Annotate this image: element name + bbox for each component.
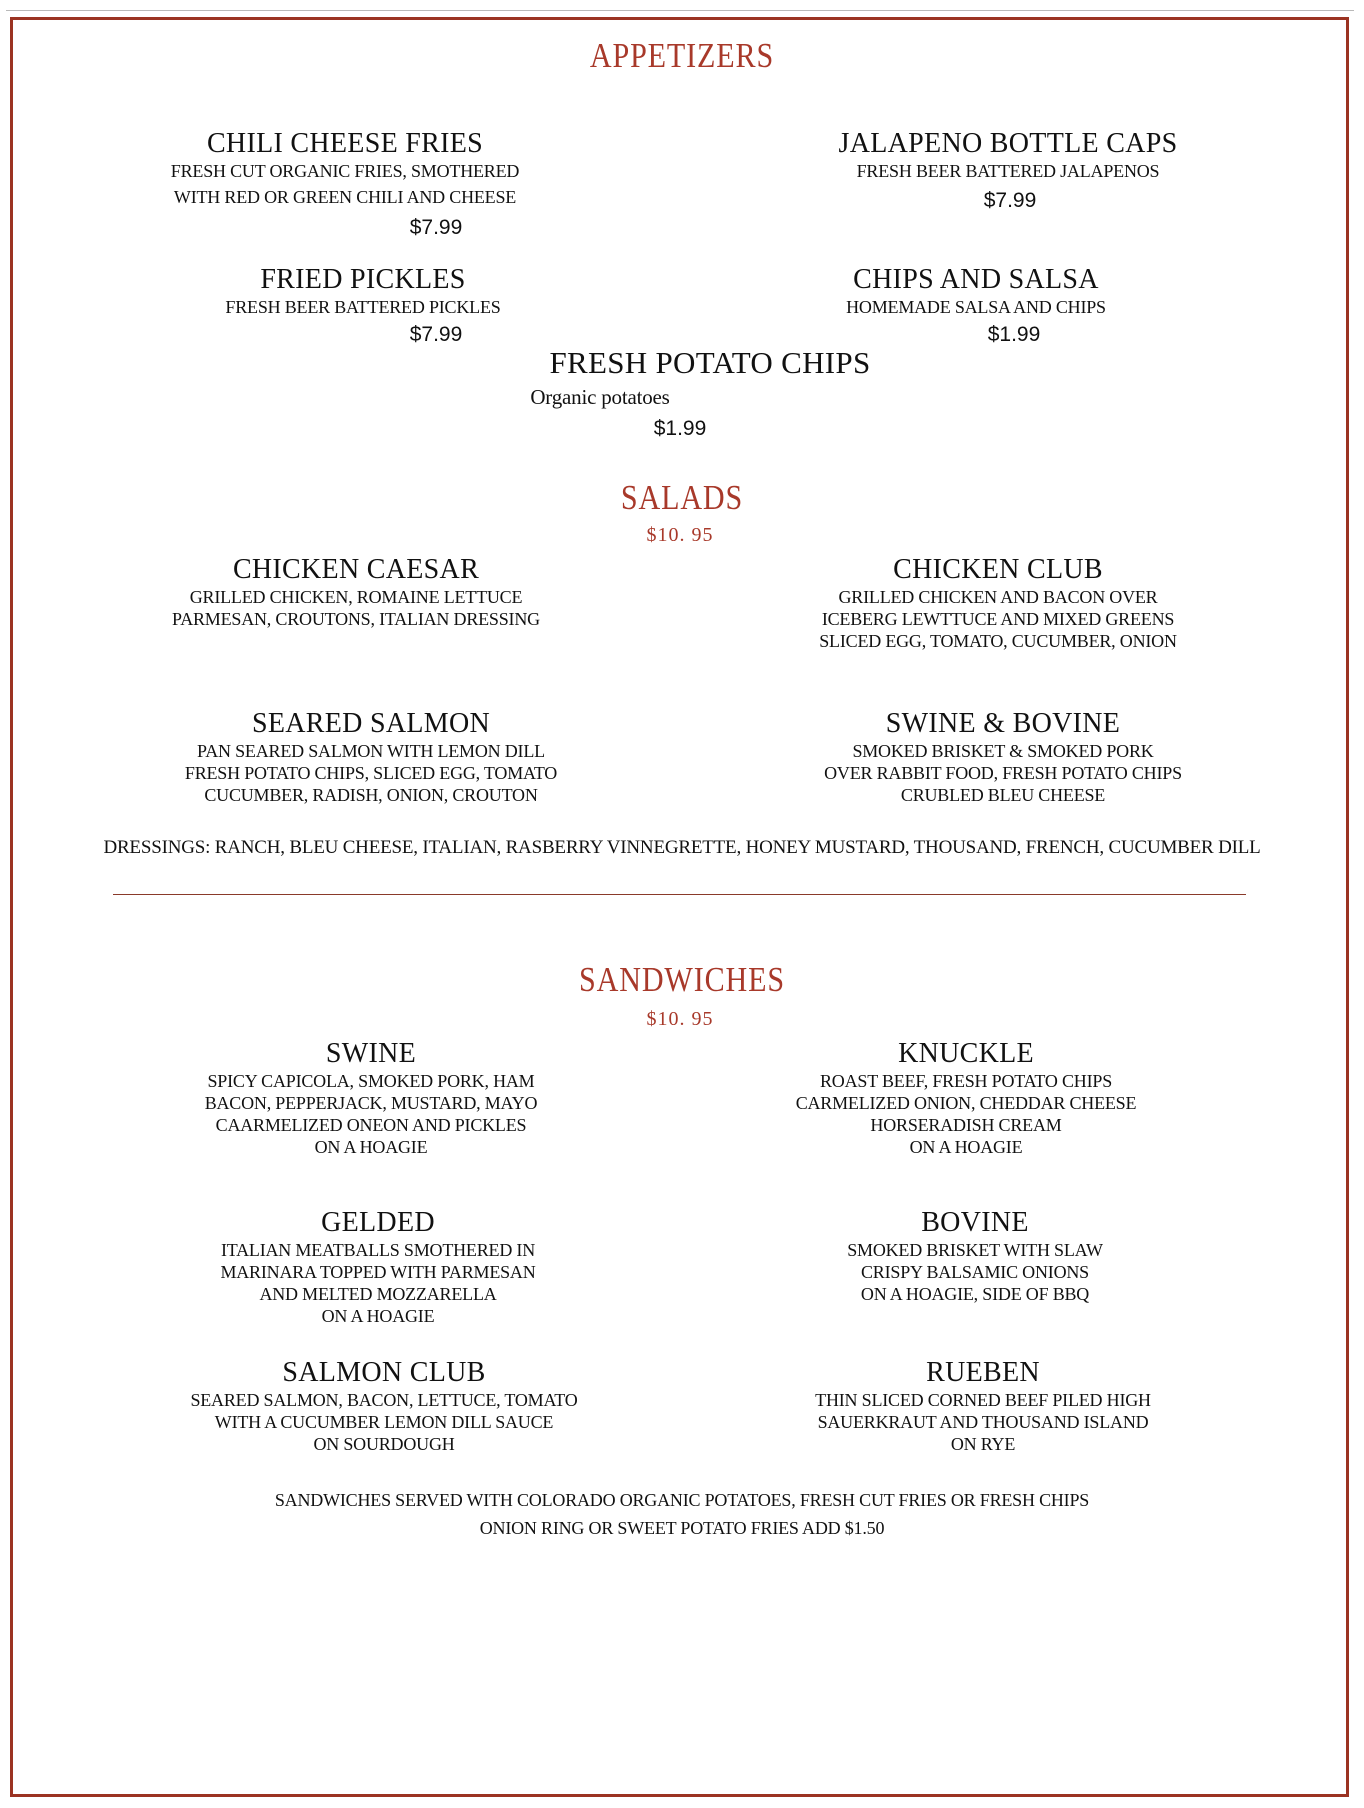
item-price: $1.99 [987,323,1041,346]
item-description: SMOKED BRISKET WITH SLAW CRISPY BALSAMIC ONIONS ON A HOAGIE, SIDE OF BBQ [847,1240,1103,1304]
item-name: RUEBEN [926,1357,1040,1388]
item-name: JALAPENO BOTTLE CAPS [838,128,1178,159]
item-price: $7.99 [409,216,463,239]
item-name: BOVINE [921,1207,1029,1238]
sandwich-knuckle [741,1038,1191,1158]
dressings-list: DRESSINGS: RANCH, BLEU CHEESE, ITALIAN, RASBERRY VINNEGRETTE, HONEY MUSTARD, THOUSAND, FRENCH, CUCUMBER DILL [103,837,1261,858]
item-price: $1.99 [653,417,707,440]
appetizer-chips-and-salsa [776,264,1176,318]
sandwich-gelded [153,1207,603,1327]
item-description: FRESH BEER BATTERED PICKLES [225,297,501,317]
item-description: Organic potatoes [530,385,670,409]
item-name: CHIPS AND SALSA [853,264,1099,295]
sandwich-bovine [750,1207,1200,1305]
item-name: FRESH POTATO CHIPS [549,345,871,380]
sandwich-upgrade-note: ONION RING OR SWEET POTATO FRIES ADD $1.50 [479,1518,885,1538]
item-name: KNUCKLE [898,1038,1034,1069]
item-description: FRESH BEER BATTERED JALAPENOS [856,161,1160,181]
item-name: SALMON CLUB [282,1357,486,1388]
item-name: CHICKEN CAESAR [232,554,480,585]
sandwiches-price: $10. 95 [646,1008,714,1030]
salad-swine-and-bovine [773,708,1233,806]
item-description: THIN SLICED CORNED BEEF PILED HIGH SAUERKRAUT AND THOUSAND ISLAND ON RYE [815,1390,1151,1454]
item-name: CHICKEN CLUB [893,554,1103,585]
sandwich-sides-note: SANDWICHES SERVED WITH COLORADO ORGANIC POTATOES, FRESH CUT FRIES OR FRESH CHIPS [274,1490,1090,1510]
item-name: FRIED PICKLES [260,264,466,295]
appetizer-jalapeno-bottle-caps [768,128,1248,182]
item-description: ITALIAN MEATBALLS SMOTHERED IN MARINARA TOPPED WITH PARMESAN AND MELTED MOZZARELLA ON A HOAGIE [220,1240,536,1326]
salads-heading: SALADS [620,478,744,517]
appetizers-heading: APPETIZERS [589,36,775,75]
salads-price: $10. 95 [646,524,714,546]
item-description: SPICY CAPICOLA, SMOKED PORK, HAM BACON, PEPPERJACK, MUSTARD, MAYO CAARMELIZED ONEON AND PICKLES ON A HOAGIE [204,1071,538,1157]
salad-seared-salmon [146,708,596,806]
item-name: SEARED SALMON [251,708,491,739]
item-description: GRILLED CHICKEN AND BACON OVER ICEBERG LEWTTUCE AND MIXED GREENS SLICED EGG, TOMATO, CUCUMBER, ONION [819,587,1177,651]
appetizer-fresh-potato-chips [510,345,910,411]
item-name: SWINE [325,1038,417,1069]
item-description: SMOKED BRISKET & SMOKED PORK OVER RABBIT FOOD, FRESH POTATO CHIPS CRUBLED BLEU CHEESE [824,741,1182,805]
sandwiches-heading: SANDWICHES [579,960,785,999]
item-name: CHILI CHEESE FRIES [206,128,484,159]
salad-chicken-caesar [131,554,581,630]
item-price: $7.99 [983,189,1037,212]
section-divider [113,894,1246,895]
sandwich-swine [146,1038,596,1158]
item-description: HOMEMADE SALSA AND CHIPS [846,297,1106,317]
sandwich-notes [100,1486,1264,1542]
item-description: FRESH CUT ORGANIC FRIES, SMOTHERED WITH RED OR GREEN CHILI AND CHEESE [170,161,520,207]
sandwich-rueben [758,1357,1208,1455]
item-name: SWINE & BOVINE [885,708,1121,739]
salad-chicken-club [763,554,1233,652]
item-description: GRILLED CHICKEN, ROMAINE LETTUCE PARMESAN, CROUTONS, ITALIAN DRESSING [172,587,540,629]
item-description: SEARED SALMON, BACON, LETTUCE, TOMATO WITH A CUCUMBER LEMON DILL SAUCE ON SOURDOUGH [190,1390,578,1454]
item-description: ROAST BEEF, FRESH POTATO CHIPS CARMELIZED ONION, CHEDDAR CHEESE HORSERADISH CREAM ON A HOAGIE [795,1071,1137,1157]
sandwich-salmon-club [159,1357,609,1455]
item-price: $7.99 [409,323,463,346]
appetizer-fried-pickles [163,264,563,318]
item-description: PAN SEARED SALMON WITH LEMON DILL FRESH POTATO CHIPS, SLICED EGG, TOMATO CUCUMBER, RADISH, ONION, CROUTON [184,741,558,805]
item-name: GELDED [321,1207,435,1238]
appetizer-chili-cheese-fries [120,128,570,208]
